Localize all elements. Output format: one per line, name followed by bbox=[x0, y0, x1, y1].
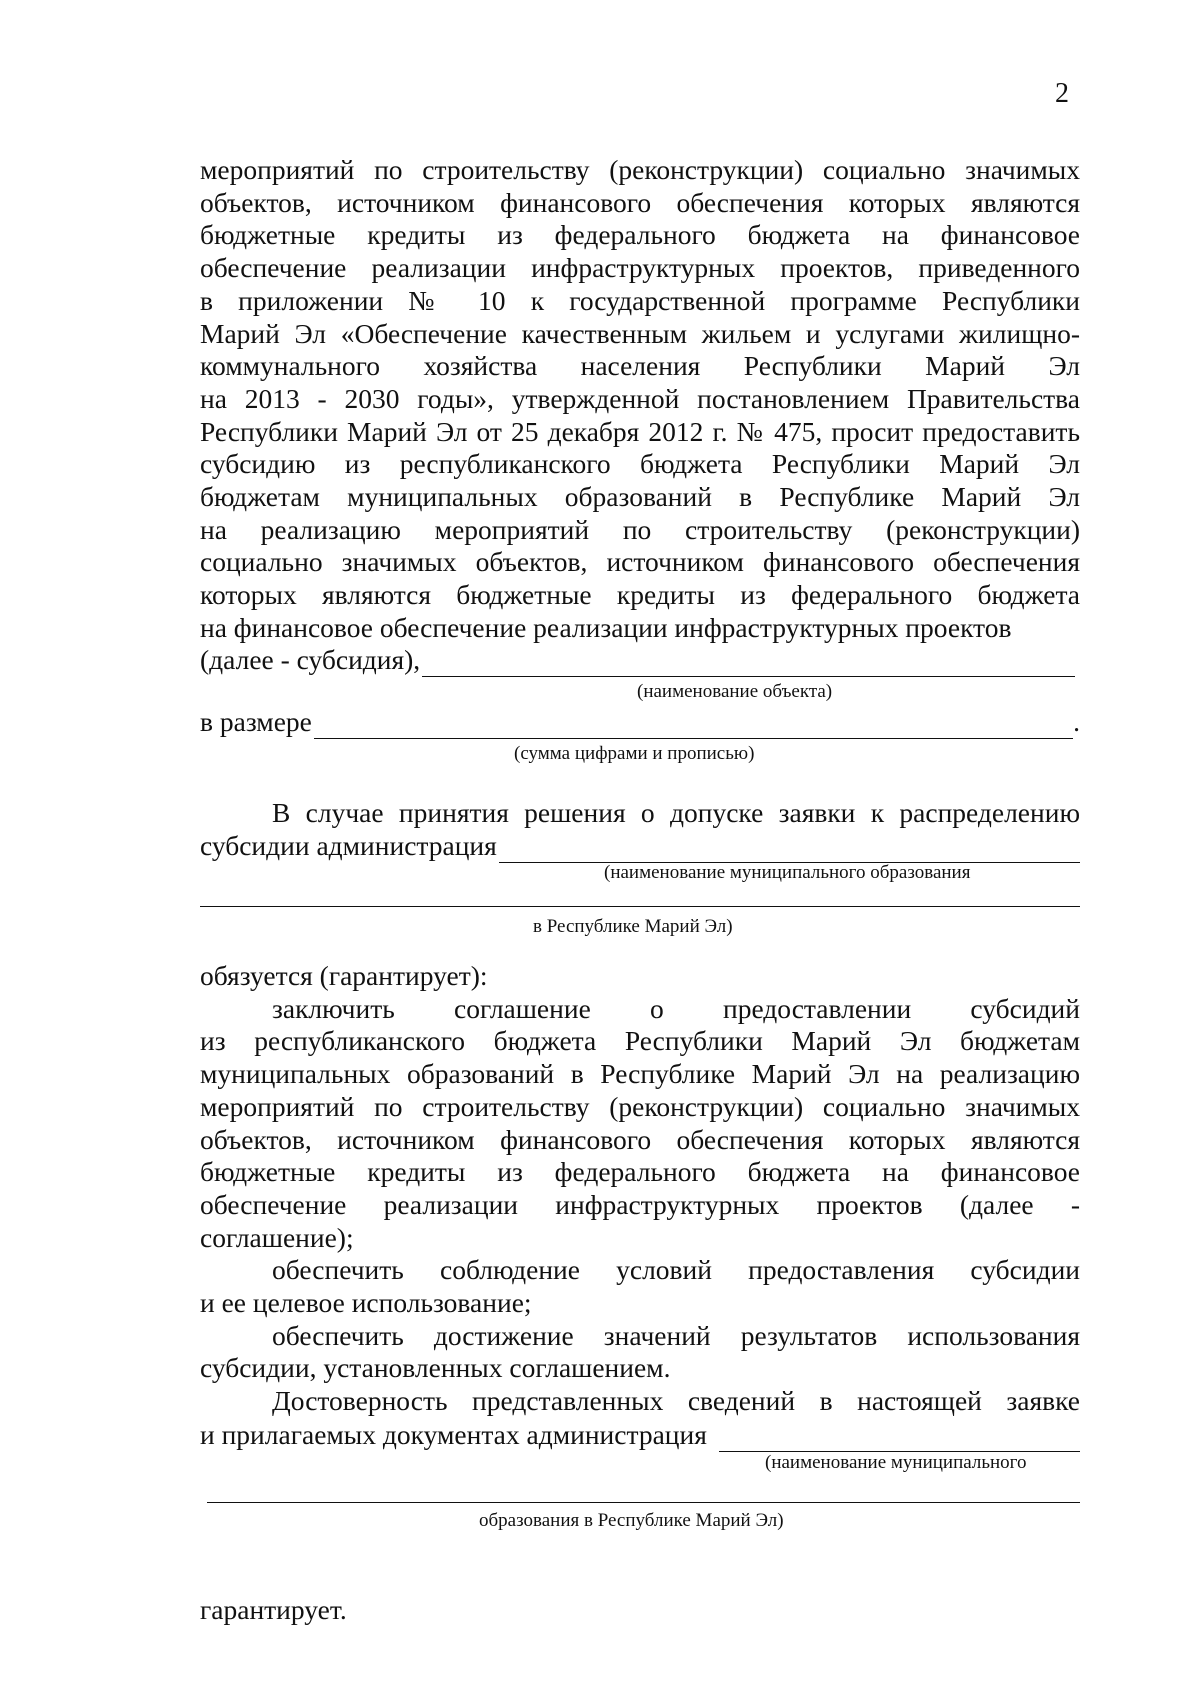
text-line: бюджетные кредиты из федерального бюджета на финансовое bbox=[200, 219, 1080, 251]
guarantees-line bbox=[200, 1594, 1080, 1627]
municipality-row bbox=[200, 830, 1080, 863]
amount-row bbox=[200, 706, 1080, 739]
text-line: бюджетам муниципальных образований в Республике Марий Эл bbox=[200, 481, 1080, 513]
reliability-label: и прилагаемых документах администрация bbox=[200, 1419, 707, 1450]
reliability-field[interactable] bbox=[719, 1429, 1080, 1452]
decision-label: субсидии администрация bbox=[200, 830, 497, 861]
page-number: 2 bbox=[1055, 78, 1069, 109]
reliability-line-1: Достоверность представленных сведений в настоящей заявке bbox=[272, 1385, 1080, 1417]
municipality-field-2[interactable] bbox=[200, 888, 1080, 907]
text-line: которых являются бюджетные кредиты из федерального бюджета bbox=[200, 579, 1080, 611]
text-line: заключить соглашение о предоставлении субсидий bbox=[272, 992, 1080, 1024]
obligation-results bbox=[200, 1320, 1080, 1385]
obligation-agreement bbox=[200, 993, 1080, 1255]
text-line: на 2013 - 2030 годы», утвержденной постановлением Правительства bbox=[200, 382, 1080, 414]
municipality-field[interactable] bbox=[499, 840, 1080, 863]
text-line: обеспечение реализации инфраструктурных проектов (далее - bbox=[200, 1188, 1080, 1220]
text-line: муниципальных образований в Республике Марий Эл на реализацию bbox=[200, 1058, 1080, 1090]
reliability-field-2[interactable] bbox=[207, 1482, 1080, 1503]
reliability-row bbox=[200, 1419, 1080, 1452]
object-name-row bbox=[200, 644, 1075, 677]
text-line: объектов, источником финансового обеспечения которых являются bbox=[200, 186, 1080, 218]
text-line: мероприятий по строительству (реконструкции) социально значимых bbox=[200, 154, 1080, 185]
amount-label: в размере bbox=[200, 706, 312, 737]
text-line: бюджетные кредиты из федерального бюджета на финансовое bbox=[200, 1156, 1080, 1188]
text-line: обеспечить соблюдение условий предоставления субсидии bbox=[272, 1254, 1080, 1286]
object-name-field[interactable] bbox=[422, 654, 1075, 677]
text-line: коммунального хозяйства населения Республики Марий Эл bbox=[200, 350, 1080, 382]
text-line: соглашение); bbox=[200, 1221, 354, 1253]
amount-caption: (сумма цифрами и прописью) bbox=[514, 743, 755, 764]
text-line: обеспечить достижение значений результатов использования bbox=[272, 1319, 1080, 1351]
text-line: социально значимых объектов, источником финансового обеспечения bbox=[200, 546, 1080, 578]
text-line: объектов, источником финансового обеспечения которых являются bbox=[200, 1123, 1080, 1155]
text-line: субсидии, установленных соглашением. bbox=[200, 1352, 671, 1384]
decision-paragraph bbox=[200, 797, 1080, 830]
guarantees-text: гарантирует. bbox=[200, 1594, 347, 1625]
reliability-caption-2: образования в Республике Марий Эл) bbox=[479, 1510, 784, 1531]
text-line: мероприятий по строительству (реконструкции) социально значимых bbox=[200, 1090, 1080, 1122]
text-line: и ее целевое использование; bbox=[200, 1287, 532, 1319]
request-paragraph-lines bbox=[200, 154, 1080, 645]
municipality-caption-2: в Республике Марий Эл) bbox=[533, 916, 733, 937]
text-line: обеспечение реализации инфраструктурных проектов, приведенного bbox=[200, 252, 1080, 284]
text-line: субсидию из республиканского бюджета Республики Марий Эл bbox=[200, 448, 1080, 480]
amount-field[interactable] bbox=[314, 716, 1073, 739]
text-line: на финансовое обеспечение реализации инфраструктурных проектов bbox=[200, 611, 1012, 643]
text-line: Марий Эл «Обеспечение качественным жильем и услугами жилищно- bbox=[200, 317, 1080, 349]
amount-end: . bbox=[1073, 706, 1080, 737]
municipality-caption-1: (наименование муниципального образования bbox=[604, 862, 971, 883]
obligation-compliance bbox=[200, 1254, 1080, 1319]
request-paragraph bbox=[200, 154, 1080, 645]
text-line: на реализацию мероприятий по строительству (реконструкции) bbox=[200, 513, 1080, 545]
decision-line-1: В случае принятия решения о допуске заявки к распределению bbox=[272, 797, 1080, 828]
reliability-caption-1: (наименование муниципального bbox=[765, 1452, 1027, 1473]
subsidy-label: (далее - субсидия), bbox=[200, 644, 421, 675]
text-line: в приложении № 10 к государственной программе Республики bbox=[200, 284, 1080, 316]
obligations-intro: обязуется (гарантирует): bbox=[200, 960, 488, 991]
object-name-caption: (наименование объекта) bbox=[637, 681, 833, 702]
text-line: Республики Марий Эл от 25 декабря 2012 г. № 475, просит предоставить bbox=[200, 415, 1080, 447]
text-line: из республиканского бюджета Республики Марий Эл бюджетам bbox=[200, 1025, 1080, 1057]
obligations-section bbox=[200, 960, 1080, 1418]
